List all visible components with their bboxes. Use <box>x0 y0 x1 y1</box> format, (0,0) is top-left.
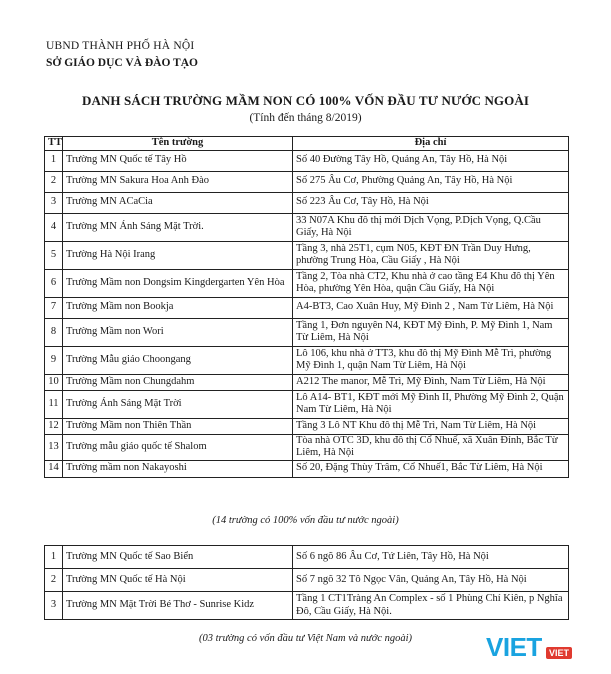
school-address: Số 275 Âu Cơ, Phường Quảng An, Tây Hồ, Hà Nội <box>293 171 569 192</box>
school-address: Tòa nhà OTC 3D, khu đô thị Cổ Nhuế, xã Xuân Đỉnh, Bắc Từ Liêm, Hà Nội <box>293 434 569 460</box>
table1-body <box>45 150 569 477</box>
table-row <box>45 374 569 390</box>
row-number: 1 <box>45 546 63 569</box>
school-name: Trường mẫu giáo quốc tế Shalom <box>63 434 293 460</box>
header-tt: TT <box>45 137 63 151</box>
school-name: Trường Hà Nội Irang <box>63 241 293 269</box>
school-name: Trường Mầm non Wori <box>63 318 293 346</box>
table-row <box>45 592 569 620</box>
row-number: 3 <box>45 592 63 620</box>
school-address: Lô A14- BT1, KĐT mới Mỹ Đình II, Phường Mỹ Đình 2, Quận Nam Từ Liêm, Hà Nội <box>293 390 569 418</box>
row-number: 10 <box>45 374 63 390</box>
table-row <box>45 460 569 477</box>
school-name: Trường Ánh Sáng Mặt Trời <box>63 390 293 418</box>
school-address: Số 7 ngõ 32 Tô Ngọc Vân, Quảng An, Tây Hồ, Hà Nội <box>293 569 569 592</box>
school-address: Tầng 3 Lô NT Khu đô thị Mễ Trì, Nam Từ Liêm, Hà Nội <box>293 418 569 434</box>
table-row <box>45 418 569 434</box>
school-name: Trường MN Ánh Sáng Mặt Trời. <box>63 213 293 241</box>
row-number: 1 <box>45 150 63 171</box>
row-number: 12 <box>45 418 63 434</box>
school-address: Số 40 Đường Tây Hồ, Quảng An, Tây Hồ, Hà Nội <box>293 150 569 171</box>
school-name: Trường MN Quốc tế Tây Hồ <box>63 150 293 171</box>
table2-note: (03 trường có vốn đầu tư Việt Nam và nước ngoài) <box>198 633 413 644</box>
table-row <box>45 390 569 418</box>
school-address: 33 N07A Khu đô thị mới Dịch Vọng, P.Dịch Vọng, Q.Cầu Giấy, Hà Nội <box>293 213 569 241</box>
row-number: 14 <box>45 460 63 477</box>
table-row <box>45 213 569 241</box>
table-row <box>45 546 569 569</box>
table-row <box>45 241 569 269</box>
vietnamnet-logo <box>486 628 596 668</box>
header-address: Địa chỉ <box>293 137 569 151</box>
school-name: Trường MN Mặt Trời Bé Thơ - Sunrise Kidz <box>63 592 293 620</box>
table-row <box>45 192 569 213</box>
school-address: A212 The manor, Mễ Trì, Mỹ Đình, Nam Từ Liêm, Hà Nội <box>293 374 569 390</box>
row-number: 7 <box>45 297 63 318</box>
school-name: Trường MN Quốc tế Hà Nội <box>63 569 293 592</box>
school-name: Trường Mầm non Thiên Thần <box>63 418 293 434</box>
logo-brand: VIET <box>486 632 542 662</box>
org-line-1: UBND THÀNH PHỐ HÀ NỘI <box>46 40 195 52</box>
school-name: Trường MN Quốc tế Sao Biển <box>63 546 293 569</box>
table-row <box>45 569 569 592</box>
school-address: Tầng 1 CT1Tràng An Complex - số 1 Phùng Chí Kiên, p Nghĩa Đô, Cầu Giấy, Hà Nội. <box>293 592 569 620</box>
row-number: 2 <box>45 171 63 192</box>
document-subtitle: (Tính đến tháng 8/2019) <box>249 112 362 124</box>
row-number: 2 <box>45 569 63 592</box>
row-number: 8 <box>45 318 63 346</box>
school-name: Trường Mẫu giáo Choongang <box>63 346 293 374</box>
table-row <box>45 269 569 297</box>
school-address: Số 223 Âu Cơ, Tây Hồ, Hà Nội <box>293 192 569 213</box>
row-number: 3 <box>45 192 63 213</box>
row-number: 5 <box>45 241 63 269</box>
foreign-schools-table <box>44 136 569 478</box>
row-number: 9 <box>45 346 63 374</box>
school-address: Lô 106, khu nhà ở TT3, khu đô thị Mỹ Đình Mễ Trì, phường Mỹ Đình 1, quận Nam Từ Liêm, Hà Nội <box>293 346 569 374</box>
school-name: Trường Mầm non Chungdahm <box>63 374 293 390</box>
joint-schools-table <box>44 545 569 620</box>
table-row <box>45 346 569 374</box>
school-name: Trường Mầm non Bookja <box>63 297 293 318</box>
school-address: Số 6 ngõ 86 Âu Cơ, Tứ Liên, Tây Hồ, Hà Nội <box>293 546 569 569</box>
row-number: 6 <box>45 269 63 297</box>
table-header-row <box>45 137 569 151</box>
school-address: Tầng 1, Đơn nguyên N4, KĐT Mỹ Đình, P. Mỹ Đình 1, Nam Từ Liêm, Hà Nội <box>293 318 569 346</box>
row-number: 4 <box>45 213 63 241</box>
logo-badge: VIET <box>546 647 572 659</box>
table1-note: (14 trường có 100% vốn đầu tư nước ngoài) <box>212 515 399 526</box>
table-row <box>45 434 569 460</box>
school-address: A4-BT3, Cao Xuân Huy, Mỹ Đình 2 , Nam Từ Liêm, Hà Nội <box>293 297 569 318</box>
table-row <box>45 297 569 318</box>
org-line-2: SỞ GIÁO DỤC VÀ ĐÀO TẠO <box>46 57 198 69</box>
table-row <box>45 318 569 346</box>
school-address: Tầng 3, nhà 25T1, cụm N05, KĐT ĐN Trần Duy Hưng, phường Trung Hòa, Cầu Giấy , Hà Nội <box>293 241 569 269</box>
school-name: Trường Mầm non Dongsim Kingdergarten Yên Hòa <box>63 269 293 297</box>
row-number: 11 <box>45 390 63 418</box>
school-address: Tầng 2, Tòa nhà CT2, Khu nhà ở cao tầng E4 Khu đô thị Yên Hòa, phường Yên Hòa, quận Cầu Giấy, Hà Nội <box>293 269 569 297</box>
row-number: 13 <box>45 434 63 460</box>
table-row <box>45 150 569 171</box>
school-name: Trường MN ACaCia <box>63 192 293 213</box>
header-name: Tên trường <box>63 137 293 151</box>
table2-body <box>45 546 569 620</box>
table-row <box>45 171 569 192</box>
document-title: DANH SÁCH TRƯỜNG MẦM NON CÓ 100% VỐN ĐẦU TƯ NƯỚC NGOÀI <box>81 93 530 108</box>
school-address: Số 20, Đặng Thùy Trâm, Cổ Nhuế1, Bắc Từ Liêm, Hà Nội <box>293 460 569 477</box>
school-name: Trường MN Sakura Hoa Anh Đào <box>63 171 293 192</box>
school-name: Trường mầm non Nakayoshi <box>63 460 293 477</box>
